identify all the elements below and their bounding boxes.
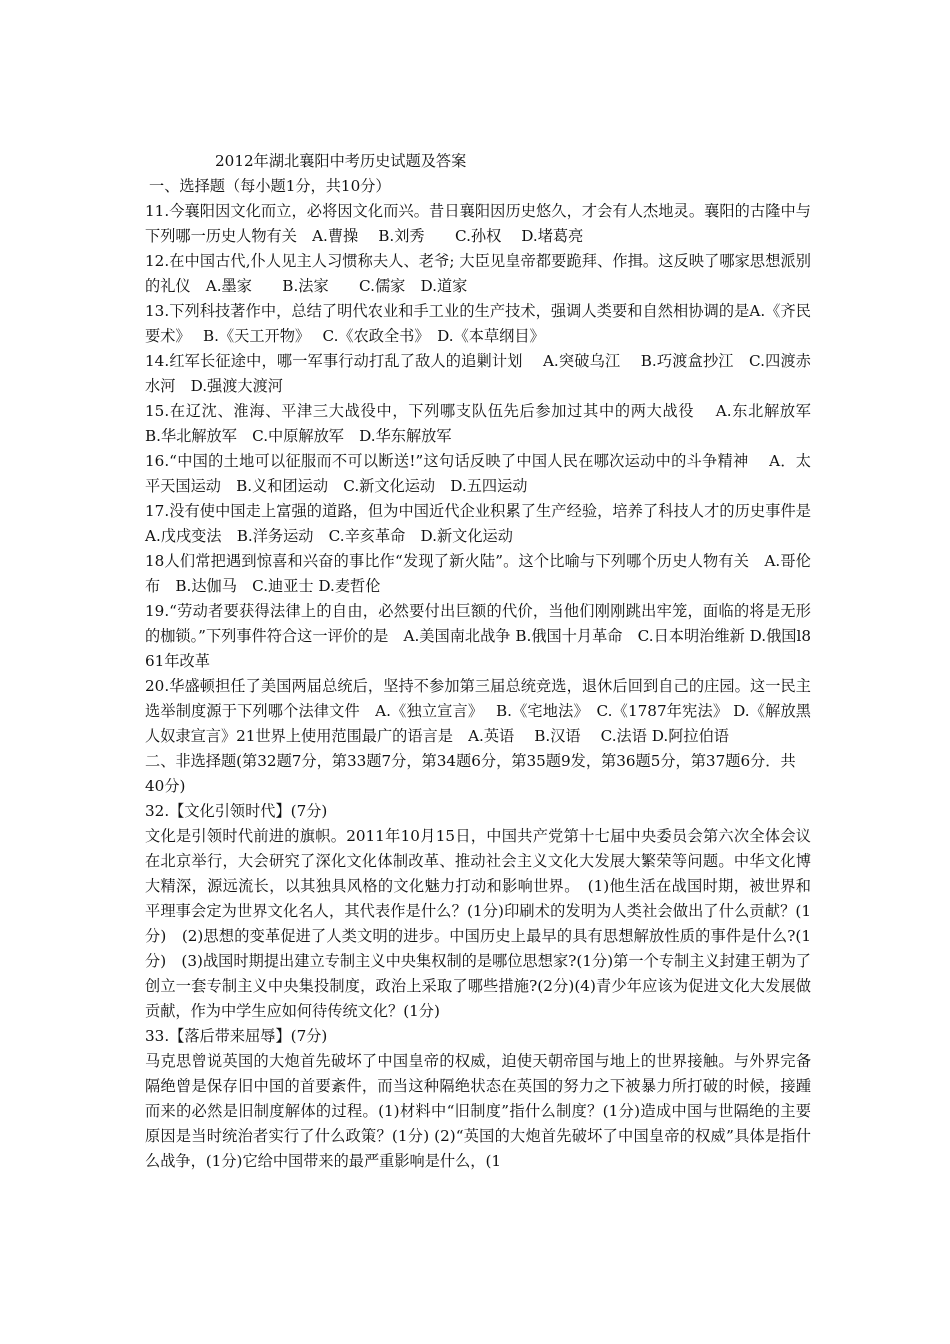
question-32-body: 文化是引领时代前进的旗帜。2011年10月15日，中国共产党第十七届中央委员会第六次全体会议在北京举行，大会研究了深化文化体制改革、推动社会主义文化大发展大繁荣等问题。中华文化博大精深，源远流长，以其独具风格的文化魅力打动和影响世界。 (1)他生活在战国时期，被世界和平理事会定为世界文化名人，其代表作是什么？(1分)印刷术的发明为人类社会做出了什么贡献？(1分) (2)思想的变革促进了人类文明的进步。中国历史上最早的具有思想解放性质的事件是什么?(1分) (3)战国时期提出建立专制主义中央集权制的是哪位思想家?(1分)第一个专制主义封建王朝为了创立一套专制主义中央集投制度，政治上采取了哪些措施?(2分)(4)青少年应该为促进文化大发展做贡献，作为中学生应如何待传统文化？(1分): [145, 827, 811, 1020]
question-20-21: 20.华盛顿担任了美国两届总统后，坚持不参加第三届总统竞选，退休后回到自己的庄园。这一民主选举制度源于下列哪个法律文件 A.《独立宣言》 B.《宅地法》 C.《1787年宪法》 D.《解放黑人奴隶宣言》21世界上使用范围最广的语言是 A.英语 B.汉语 C.法语 D.阿拉伯语: [145, 677, 811, 745]
question-32-label: 32.【文化引领时代】(7分): [145, 802, 328, 820]
question-15: 15.在辽沈、淮海、平津三大战役中，下列哪支队伍先后参加过其中的两大战役 A.东北解放军 B.华北解放军 C.中原解放军 D.华东解放军: [145, 402, 827, 445]
section-heading-non-choice: 二、非选择题(第32题7分，第33题7分，第34题6分，第35题9发，第36题5分，第37题6分．共40分): [145, 752, 796, 795]
question-11: 11.今襄阳因文化而立，必将因文化而兴。昔日襄阳因历史悠久，才会有人杰地灵。襄阳的古隆中与下列哪一历史人物有关 A.曹操 B.刘秀 C.孙权 D.堵葛亮: [145, 202, 811, 245]
question-14: 14.红军长征途中，哪一军事行动打乱了敌人的追剿计划 A.突破乌江 B.巧渡盒抄江 C.四渡赤水河 D.强渡大渡河: [145, 352, 811, 395]
document-page: [145, 148, 827, 1174]
question-33-label: 33.【落后带来屈辱】(7分): [145, 1027, 328, 1045]
question-33-body: 马克思曾说英国的大炮首先破坏了中国皇帝的权威，迫使天朝帝国与地上的世界接触。与外界完备隔绝曾是保存旧中国的首要紊件，而当这种隔绝状态在英国的努力之下被暴力所打破的时候，接踵而来的必然是旧制度解体的过程。(1)材料中“旧制度”指什么制度？(1分)造成中国与世隔绝的主要原因是当时统治者实行了什么政策？(1分) (2)“英国的大炮首先破坏了中国皇帝的权威”具体是指什么战争，(1分)它给中国带来的最严重影响是什么，(1: [145, 1052, 811, 1170]
question-16: 16.“中国的土地可以征服而不可以断送!”这句话反映了中国人民在哪次运动中的斗争精神 A．太平天国运动 B.义和团运动 C.新文化运动 D.五四运动: [145, 452, 811, 495]
question-13: 13.下列科技著作中，总结了明代农业和手工业的生产技术，强调人类要和自然相协调的是A.《齐民要术》 B.《天工开物》 C.《农政全书》 D.《本草纲目》: [145, 302, 811, 345]
question-18: 18人们常把遇到惊喜和兴奋的事比作“发现了新火陆”。这个比喻与下列哪个历史人物有关 A.哥伦布 B.达伽马 C.迪亚士 D.麦哲伦: [145, 552, 811, 595]
section-heading-choice: 一、选择题（每小题1分，共10分）: [149, 177, 391, 195]
question-12: 12.在中国古代,仆人见主人习惯称夫人、老爷; 大臣见皇帝都要跪拜、作揖。这反映了哪家思想派别的礼仪 A.墨家 B.法家 C.儒家 D.道家: [145, 252, 811, 295]
question-17: 17.没有使中国走上富强的道路，但为中国近代企业积累了生产经验，培养了科技人才的历史事件是 A.戊戌变法 B.洋务运动 C.辛亥革命 D.新文化运动: [145, 502, 827, 545]
document-title: 2012年湖北襄阳中考历史试题及答案: [215, 152, 467, 170]
question-19: 19.“劳动者要获得法律上的自由，必然要付出巨额的代价，当他们刚刚跳出牢笼，面临的将是无形的枷锁。”下列事件符合这一评价的是 A.美国南北战争 B.俄国十月革命 C.日本明治维新 D.俄国l861年改革: [145, 602, 811, 670]
